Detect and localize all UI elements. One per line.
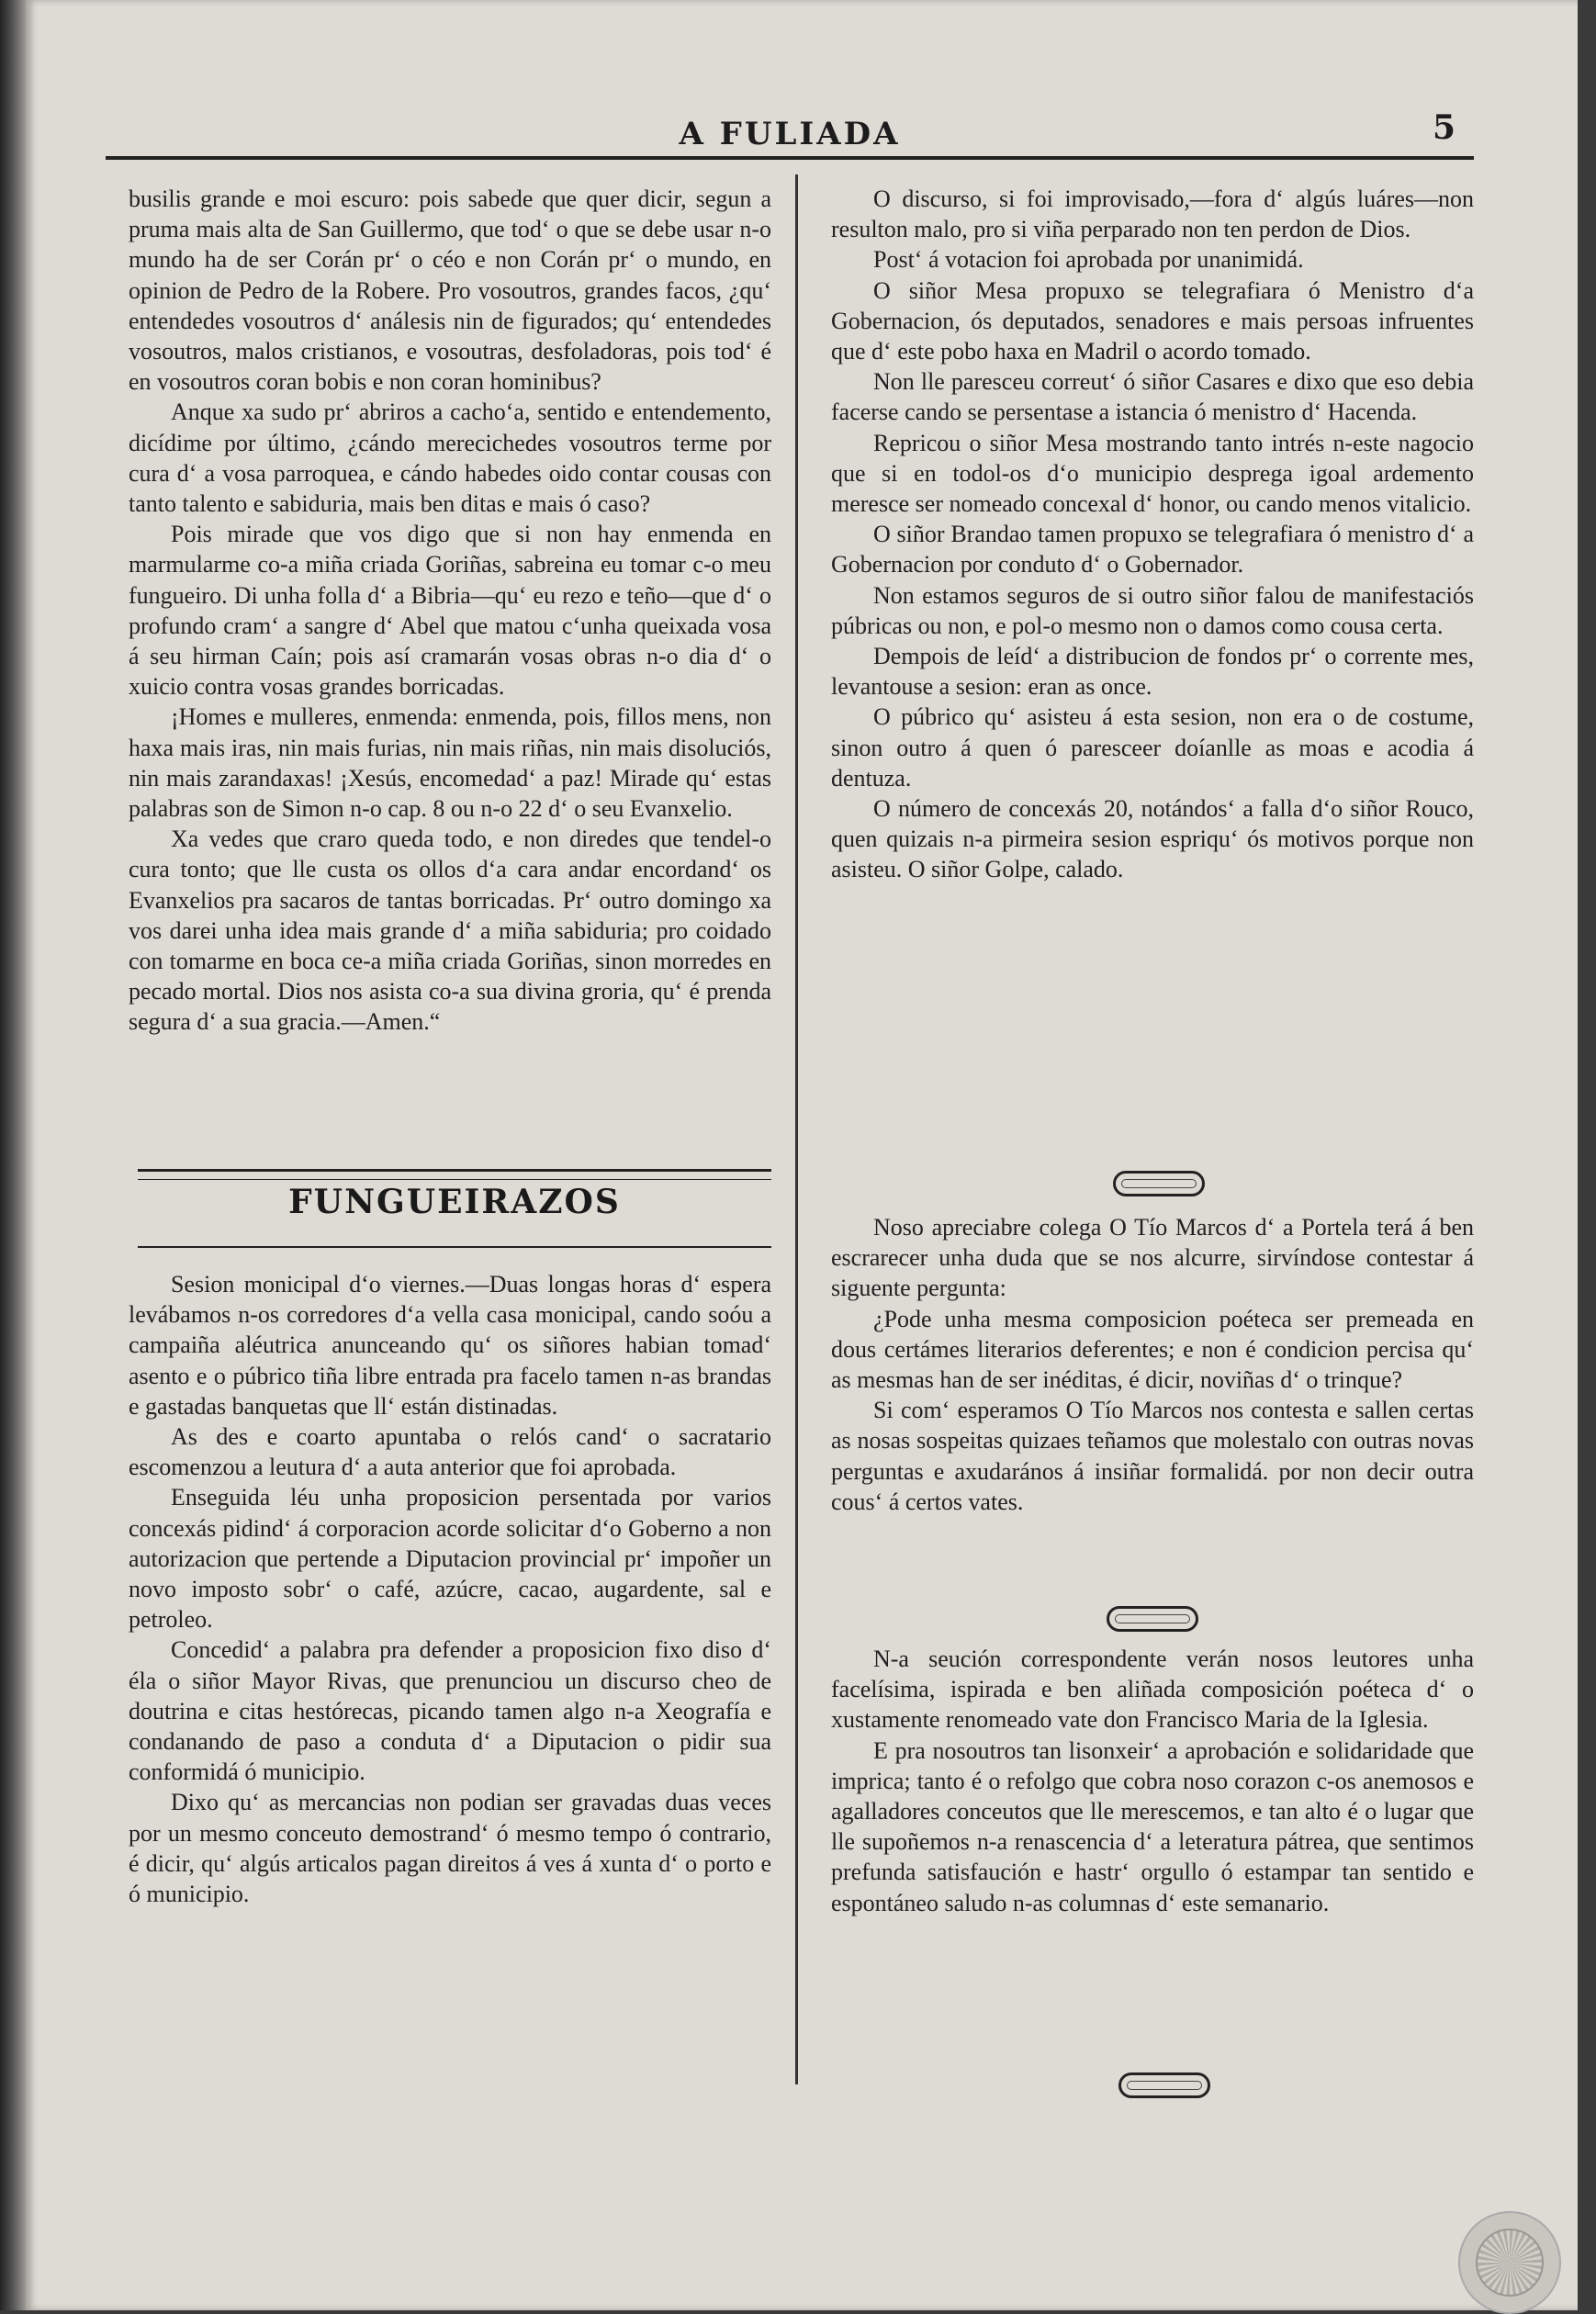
paragraph: Anque xa sudo pr‘ abriros a cacho‘a, sentido e entendemento, dicídime por último, ¿cándo merecichedes vosoutros terme por cura d‘ a vosa parroquea, e cándo habedes oido contar cousas con tanto talento e sabiduria, mais ben ditas e mais ó caso? <box>129 399 771 518</box>
paragraph: O siñor Brandao tamen propuxo se telegrafiara ó menistro d‘ a Gobernacion por conduto d‘ o Gobernador. <box>831 521 1474 578</box>
section-title: FUNGUEIRAZOS <box>288 1183 621 1221</box>
paragraph: Dixo qu‘ as mercancias non podian ser gravadas duas veces por un mesmo conceuto demostrand‘ ó mesmo tempo ó contrario, é dicir, qu‘ algús articalos pagan direitos á ves á xunta d‘ o porto e ó municipio. <box>129 1789 771 1908</box>
paragraph: Dempois de leíd‘ a distribucion de fondos pr‘ o corrente mes, levantouse a sesion: eran as once. <box>831 643 1474 701</box>
column-divider <box>795 174 798 2084</box>
paragraph: Noso apreciabre colega O Tío Marcos d‘ a Portela terá á ben escrarecer unha duda que se nos alcurre, sirvíndose contestar á siguente pergunta: <box>831 1214 1474 1302</box>
ornament-divider <box>1118 2072 1210 2098</box>
right-column-b <box>831 1212 1474 1517</box>
page-header <box>106 108 1474 163</box>
section-rule-top <box>138 1169 771 1180</box>
paragraph: O número de concexás 20, notándos‘ a falla d‘o siñor Rouco, quen quizais n-a pirmeira sesion espriqu‘ ós motivos porque non asisteu. O siñor Golpe, calado. <box>831 795 1474 883</box>
section-rule-bottom <box>138 1246 771 1248</box>
seal-emblem <box>1476 2229 1544 2297</box>
paragraph: Enseguida léu unha proposicion persentada por varios concexás pidind‘ á corporacion acorde solicitar d‘o Goberno a non autorizacion que pertende a Diputacion provincial pr‘ impoñer un novo imposto sobr‘ o café, azúcre, cacao, augardente, sal e petroleo. <box>129 1484 771 1634</box>
paragraph: busilis grande e moi escuro: pois sabede que quer dicir, segun a pruma mais alta de San Guillermo, que tod‘ o que se debe usar n-o mundo ha de ser Corán pr‘ o céo e non Corán pr‘ o mundo, en opinion de Pedro de la Robere. Pro vosoutros, grandes facos, ¿qu‘ entendedes vosoutros d‘ análesis nin de figurados; qu‘ entendedes vosoutros, malos cristianos, e vosoutras, desfoladoras, pois tod‘ é en vosoutros coran bobis e non coran hominibus? <box>129 185 771 396</box>
paragraph: Xa vedes que craro queda todo, e non diredes que tendel-o cura tonto; que lle custa os ollos d‘a cara andar encordand‘ os Evanxelios pra sacaros de tantas borricadas. Pr‘ outro domingo xa vos darei unha idea mais grande d‘ a miña sabiduria; pro coidado con tomarme en boca ce-a miña criada Goriñas, sinon morredes en pecado mortal. Dios nos asista co-a sua divina groria, qu‘ é prenda segura d‘ a sua gracia.—Amen.“ <box>129 826 771 1036</box>
paragraph: O púbrico qu‘ asisteu á esta sesion, non era o de costume, sinon outro á quen ó paresceer doíanlle as moas e acodia á dentuza. <box>831 703 1474 792</box>
page-left-edge <box>0 0 26 2310</box>
publication-title: A FULIADA <box>679 116 901 152</box>
paragraph: Sesion monicipal d‘o viernes.—Duas longas horas d‘ espera levábamos n-os corredores d‘a vella casa monicipal, cando soóu a campaiña aléutrica anunceando qu‘ os siñores habian tomad‘ asento e o púbrico tiña libre entrada pra facelo tamen n-as brandas e gastadas banquetas que ll‘ están distinadas. <box>129 1271 771 1420</box>
right-column-c <box>831 1644 1474 1918</box>
left-column <box>129 184 771 1038</box>
right-column-a <box>831 184 1474 885</box>
library-seal-stamp <box>1458 2211 1561 2314</box>
ornament-divider <box>1107 1606 1198 1632</box>
paragraph: Non lle paresceu correut‘ ó siñor Casares e dixo que eso debia facerse cando se persentase a istancia ó menistro d‘ Hacenda. <box>831 368 1474 426</box>
paragraph: ¿Pode unha mesma composicion poéteca ser premeada en dous certámes literarios deferentes; e non é condicion percisa qu‘ as mesmas han de ser inéditas, é dicir, noviñas d‘ o trinque? <box>831 1305 1474 1394</box>
page-number: 5 <box>1432 108 1456 147</box>
paragraph: Post‘ á votacion foi aprobada por unanimidá. <box>873 246 1304 274</box>
paragraph: Non estamos seguros de si outro siñor falou de manifestaciós púbricas ou non, e pol-o mesmo non o damos como cousa certa. <box>831 581 1474 639</box>
paragraph: E pra nosoutros tan lisonxeir‘ a aprobación e solidaridade que imprica; tanto é o refolgo que cobra noso corazon c-os anemosos e agalladores conceutos que lle merescemos, e tan alto é o lugar que lle supoñemos n-a renascencia d‘ a leteratura pátrea, que sentimos prefunda satisfaución e hastr‘ orgullo ó estampar tan sentido e espontáneo saludo n-as columnas d‘ este semanario. <box>831 1736 1474 1916</box>
paragraph: Si com‘ esperamos O Tío Marcos nos contesta e sallen certas as nosas sospeitas quizaes teñamos que molestalo con outras novas perguntas e axudarános á insiñar formalidá. por non decir outra cous‘ á certos vates. <box>831 1397 1474 1515</box>
left-column-section <box>129 1269 771 1909</box>
paragraph: N-a seución correspondente verán nosos leutores unha facelísima, ispirada e ben aliñada composición poéteca d‘ o xustamente renomeado vate don Francisco Maria de la Iglesia. <box>831 1646 1474 1734</box>
paragraph: Pois mirade que vos digo que si non hay enmenda en marmularme co-a miña criada Goriñas, sabreina eu tomar c-o meu fungueiro. Di unha folla d‘ a Bibria—qu‘ eu rezo e teño—que d‘ o profundo cram‘ a sangre d‘ Abel que matou c‘unha queixada vosa á seu hirman Caín; pois así cramarán vosas obras n-o dia d‘ o xuicio contra vosas grandes borricadas. <box>129 521 771 701</box>
ornament-divider <box>1113 1171 1205 1196</box>
header-rule <box>106 156 1474 160</box>
paragraph: Concedid‘ a palabra pra defender a proposicion fixo diso d‘ éla o siñor Mayor Rivas, que prenunciou un discurso cheo de doutrina e citas hestórecas, picando tamen algo n-a Xeografía e condanando de paso a conduta d‘ a Diputacion o pidir sua conformidá ó municipio. <box>129 1636 771 1786</box>
paragraph: As des e coarto apuntaba o relós cand‘ o sacratario escomenzou a leutura d‘ a auta anterior que foi aprobada. <box>129 1423 771 1481</box>
paragraph: Repricou o siñor Mesa mostrando tanto intrés n-este nagocio que si en todol-os d‘o municipio desprega igoal ardemento meresce ser nomeado concexal d‘ honor, ou cando menos vitalicio. <box>831 429 1474 518</box>
paragraph: O discurso, si foi improvisado,—fora d‘ algús luáres—non resulton malo, pro si viña perparado non ten perdon de Dios. <box>831 185 1474 243</box>
paragraph: ¡Homes e mulleres, enmenda: enmenda, pois, fillos mens, non haxa mais iras, nin mais furias, nin mais riñas, nin mais disoluciós, nin mais zarandaxas! ¡Xesús, encomedad‘ a paz! Mirade qu‘ estas palabras son de Simon n-o cap. 8 ou n-o 22 d‘ o seu Evanxelio. <box>129 703 771 823</box>
paragraph: O siñor Mesa propuxo se telegrafiara ó Menistro d‘a Gobernacion, ós deputados, senadores e mais persoas infruentes que d‘ este pobo haxa en Madril o acordo tomado. <box>831 276 1474 365</box>
